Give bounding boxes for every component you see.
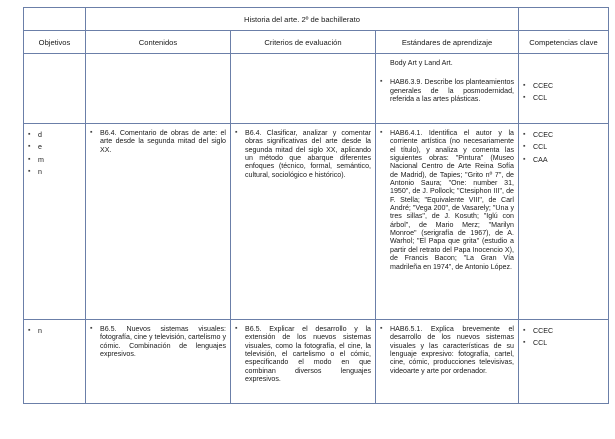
competencia-item: ▪ CCL [523,337,604,349]
estandar-continuation: Body Art y Land Art. [390,59,453,67]
criterio-text: ▪ B6.4. Clasificar, analizar y comentar obras significativas del arte desde la segunda mitad del siglo XX, aplicando un método que abarque diferentes enfoques (técnico, formal, semántico, cultural, sociológico e histórico). [235,129,371,179]
competencia-item: ▪ CCEC [523,129,604,141]
criterios-cell [231,54,376,124]
estandares-cell [376,320,519,404]
estandares-cell [376,54,519,124]
competencias-cell [519,124,609,320]
objetivo-item: ▪ e [28,141,81,153]
contenido-text: ▪ B6.4. Comentario de obras de arte: el arte desde la segunda mitad del siglo XX. [90,129,226,154]
competencias-cell [519,54,609,124]
criterios-cell [231,124,376,320]
criterios-cell [231,320,376,404]
objetivo-item: ▪ m [28,154,81,166]
criterio-text: ▪ B6.5. Explicar el desarrollo y la extensión de los nuevos sistemas visuales, como la fotografía, el cine, la televisión, el cartelismo o el cómic, especificando el modo en que combinan diversos lenguajes expresivos. [235,325,371,383]
header-estandares: Estándares de aprendizaje [376,31,519,54]
curriculum-table-frame [23,7,608,409]
blank-corner-cell [24,8,86,31]
header-criterios: Criterios de evaluación [231,31,376,54]
table-title: Historia del arte. 2º de bachillerato [86,8,519,31]
competencia-item: ▪ CCL [523,141,604,153]
objetivos-cell [24,320,86,404]
contenidos-cell [86,320,231,404]
competencias-cell [519,320,609,404]
table-row [24,124,609,320]
blank-corner-cell-right [519,8,609,31]
objetivo-item: ▪ n [28,325,81,337]
objetivo-item: ▪ n [28,166,81,178]
contenido-text: ▪ B6.5. Nuevos sistemas visuales: fotografía, cine y televisión, cartelismo y cómic. Combinación de lenguajes expresivos. [90,325,226,358]
objetivos-cell [24,54,86,124]
column-header-row [24,31,609,54]
title-row [24,8,609,31]
competencia-item: ▪ CCEC [523,80,604,92]
estandar-text: ▪ HAB6.4.1. Identifica el autor y la corriente artística (no necesariamente el título), y analiza y comenta las siguientes obras: "Pintura" (Museo Nacional Centro de Arte Reina Sofía de Madrid), de Tapies; "Grito nº 7", de Antonio Saura; "One: number 31, 1950", de J. Pollock; "Ctesiphon III", de F. Stella; "Equivalente VIII", de Carl André; "Vega 200", de Vasarely; "Una y tres sillas", de J. Kosuth; "Iglú con árbol", de Mario Merz; "Marilyn Monroe" (serigrafía de 1967), de A. Warhol; "El Papa que grita" (estudio a partir del retrato del Papa Inocencio X), de Francis Bacon; "La Gran Vía madrileña en 1974", de Antonio López. [380,129,514,271]
competencia-item: ▪ CAA [523,154,604,166]
objetivos-cell [24,124,86,320]
competencia-item: ▪ CCL [523,92,604,104]
table-row [24,54,609,124]
contenidos-cell [86,124,231,320]
contenidos-cell [86,54,231,124]
curriculum-table [23,7,609,404]
header-objetivos: Objetivos [24,31,86,54]
competencia-item: ▪ CCEC [523,325,604,337]
table-row [24,320,609,404]
estandar-text: ▪ HAB6.3.9. Describe los planteamientos generales de la posmodernidad, referida a las artes plásticas. [380,78,514,103]
objetivo-item: ▪ d [28,129,81,141]
estandar-text: ▪ HAB6.5.1. Explica brevemente el desarrollo de los nuevos sistemas visuales y las características de su lenguaje expresivo: fotografía, cartel, cine, cómic, producciones televisivas, videoarte y arte por ordenador. [380,325,514,375]
header-contenidos: Contenidos [86,31,231,54]
header-competencias: Competencias clave [519,31,609,54]
estandares-cell [376,124,519,320]
